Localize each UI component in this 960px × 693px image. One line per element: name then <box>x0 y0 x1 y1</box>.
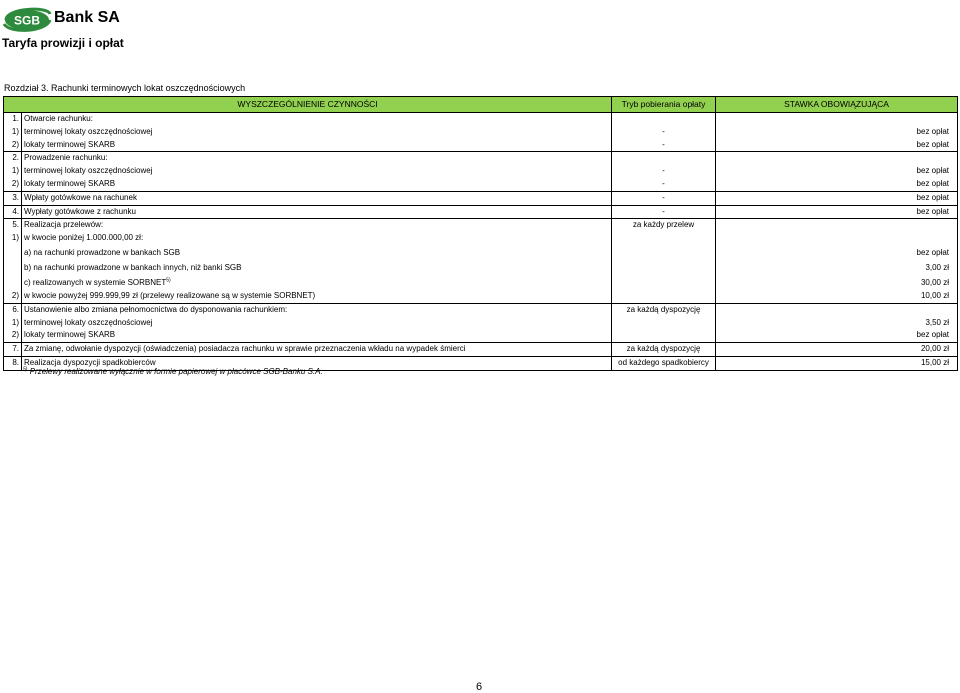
row-description-text: lokaty terminowej SKARB <box>24 139 116 149</box>
footnote-text: Przelewy realizowane wyłącznie w formie papierowej w placówce SGB-Banku S.A. <box>29 367 323 376</box>
row-description-text: terminowej lokaty oszczędnościowej <box>24 126 153 136</box>
row-rate: bez opłat <box>716 191 958 205</box>
row-rate <box>716 232 958 245</box>
table-row <box>4 245 958 260</box>
row-description-text: Otwarcie rachunku: <box>24 114 93 123</box>
row-collection-mode <box>612 317 716 330</box>
row-number: 1) <box>4 165 22 178</box>
table-row <box>4 303 958 316</box>
row-description-text: w kwocie powyżej 999.999,99 zł (przelewy realizowane są w systemie SORBNET) <box>24 290 316 300</box>
row-description-text: c) realizowanych w systemie SORBNET <box>24 277 167 287</box>
row-description <box>22 329 612 342</box>
row-number: 1) <box>4 232 22 245</box>
row-collection-mode <box>612 290 716 303</box>
row-collection-mode: - <box>612 126 716 139</box>
sgb-logo-icon <box>0 4 54 34</box>
column-header-description: WYSZCZEGÓLNIENIE CZYNNOŚCI <box>4 97 612 113</box>
row-rate: bez opłat <box>716 165 958 178</box>
row-rate <box>716 113 958 126</box>
row-number: 1) <box>4 317 22 330</box>
row-description <box>22 165 612 178</box>
row-collection-mode: za każdy przelew <box>612 219 716 232</box>
row-description-text: Wypłaty gotówkowe z rachunku <box>24 206 136 216</box>
row-rate: 20,00 zł <box>716 343 958 357</box>
row-rate: 15,00 zł <box>716 356 958 370</box>
row-description <box>22 290 612 303</box>
row-collection-mode <box>612 260 716 275</box>
row-number <box>4 275 22 290</box>
table-row <box>4 232 958 245</box>
table-row <box>4 191 958 205</box>
footnote-mark: 5) <box>23 366 28 373</box>
row-number: 2) <box>4 178 22 191</box>
row-description-text: terminowej lokaty oszczędnościowej <box>24 166 153 176</box>
table-row <box>4 275 958 290</box>
row-number: 3. <box>4 191 22 205</box>
row-number: 6. <box>4 303 22 316</box>
table-row <box>4 152 958 165</box>
row-description-text: Prowadzenie rachunku: <box>24 153 108 163</box>
footnote <box>23 367 323 376</box>
row-description <box>22 343 612 357</box>
row-description-text: Za zmianę, odwołanie dyspozycji (oświadczenia) posiadacza rachunku w sprawie przeznaczenia wkładu na wypadek śmierci <box>24 344 466 354</box>
row-description <box>22 139 612 152</box>
row-description-text: terminowej lokaty oszczędnościowej <box>24 317 153 327</box>
row-description <box>22 191 612 205</box>
table-header-row <box>4 97 958 113</box>
row-description-text: Realizacja dyspozycji spadkobierców <box>24 357 156 367</box>
row-collection-mode: od każdego spadkobiercy <box>612 356 716 370</box>
table-row <box>4 165 958 178</box>
row-collection-mode <box>612 275 716 290</box>
row-description <box>22 275 612 290</box>
row-rate: 30,00 zł <box>716 275 958 290</box>
row-number: 2) <box>4 290 22 303</box>
table-row <box>4 260 958 275</box>
row-collection-mode <box>612 232 716 245</box>
table-row <box>4 329 958 342</box>
row-description <box>22 303 612 316</box>
row-collection-mode: - <box>612 191 716 205</box>
table-row <box>4 178 958 191</box>
row-collection-mode <box>612 113 716 126</box>
chapter-title: Rozdział 3. Rachunki terminowych lokat oszczędnościowych <box>4 83 246 93</box>
row-collection-mode <box>612 329 716 342</box>
bank-logo <box>0 4 200 34</box>
row-rate: 3,00 zł <box>716 260 958 275</box>
row-collection-mode: - <box>612 165 716 178</box>
table-row <box>4 343 958 357</box>
row-rate: bez opłat <box>716 245 958 260</box>
row-description <box>22 245 612 260</box>
row-rate <box>716 219 958 232</box>
row-rate: bez opłat <box>716 205 958 219</box>
row-rate: bez opłat <box>716 126 958 139</box>
row-description-text: w kwocie poniżej 1.000.000,00 zł: <box>24 233 144 243</box>
logo-text: SGB <box>13 13 41 28</box>
table-row <box>4 317 958 330</box>
row-description <box>22 260 612 275</box>
row-rate <box>716 303 958 316</box>
row-description-text: Wpłaty gotówkowe na rachunek <box>24 192 137 202</box>
row-collection-mode: - <box>612 139 716 152</box>
table-row <box>4 113 958 126</box>
row-description-text: Realizacja przelewów: <box>24 220 104 230</box>
row-number <box>4 245 22 260</box>
table-row <box>4 205 958 219</box>
row-number: 1) <box>4 126 22 139</box>
row-number: 2. <box>4 152 22 165</box>
row-collection-mode <box>612 152 716 165</box>
row-number: 4. <box>4 205 22 219</box>
row-description-text: b) na rachunki prowadzone w bankach innych, niż banki SGB <box>24 262 242 272</box>
row-number <box>4 260 22 275</box>
row-number: 2) <box>4 329 22 342</box>
row-description <box>22 113 612 126</box>
column-header-rate: STAWKA OBOWIĄZUJĄCA <box>716 97 958 113</box>
row-description-text: a) na rachunki prowadzone w bankach SGB <box>24 247 181 257</box>
row-number: 1. <box>4 113 22 126</box>
row-collection-mode: za każdą dyspozycję <box>612 303 716 316</box>
column-header-mode: Tryb pobierania opłaty <box>612 97 716 113</box>
document-title: Taryfa prowizji i opłat <box>2 36 124 50</box>
row-description <box>22 205 612 219</box>
tariff-table <box>3 96 958 371</box>
row-description <box>22 126 612 139</box>
row-description-text: Ustanowienie albo zmiana pełnomocnictwa do dysponowania rachunkiem: <box>24 304 288 314</box>
row-description-text: lokaty terminowej SKARB <box>24 330 116 340</box>
row-rate <box>716 152 958 165</box>
row-description-text: lokaty terminowej SKARB <box>24 178 116 188</box>
table-row <box>4 139 958 152</box>
row-collection-mode: - <box>612 205 716 219</box>
bank-name: Bank SA <box>54 9 120 26</box>
row-description <box>22 152 612 165</box>
row-rate: bez opłat <box>716 329 958 342</box>
row-rate: bez opłat <box>716 139 958 152</box>
row-description <box>22 232 612 245</box>
page-number: 6 <box>476 681 483 693</box>
row-number: 7. <box>4 343 22 357</box>
row-rate: bez opłat <box>716 178 958 191</box>
row-number: 2) <box>4 139 22 152</box>
row-description <box>22 219 612 232</box>
row-description <box>22 317 612 330</box>
row-number: 8. <box>4 356 22 370</box>
row-number: 5. <box>4 219 22 232</box>
table-row <box>4 126 958 139</box>
row-collection-mode <box>612 245 716 260</box>
table-row <box>4 290 958 303</box>
row-rate: 3,50 zł <box>716 317 958 330</box>
table-row <box>4 219 958 232</box>
footnote-reference: 5) <box>166 277 171 284</box>
row-rate: 10,00 zł <box>716 290 958 303</box>
row-description <box>22 178 612 191</box>
row-collection-mode: - <box>612 178 716 191</box>
row-collection-mode: za każdą dyspozycję <box>612 343 716 357</box>
